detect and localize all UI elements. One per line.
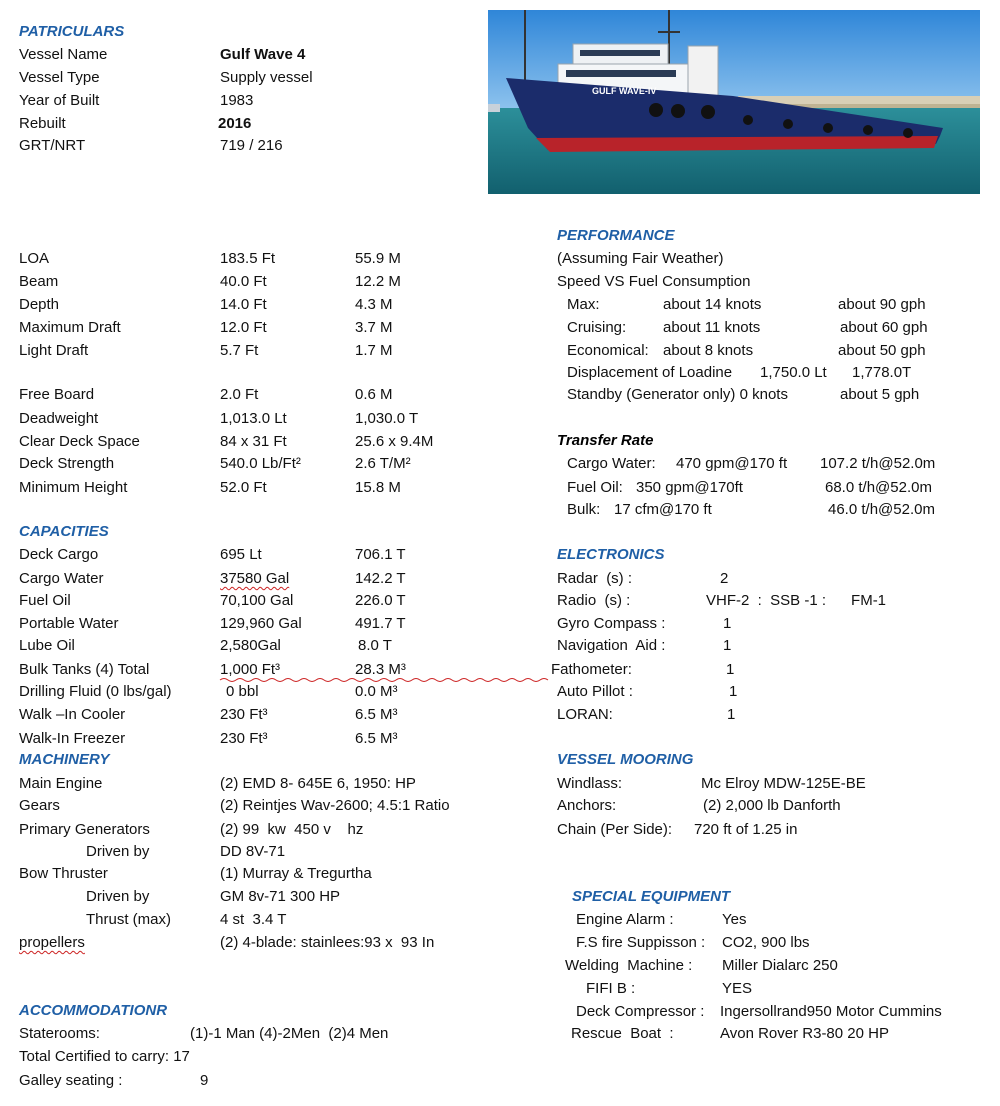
cargo-water-label: Cargo Water bbox=[19, 570, 104, 587]
perf-cruising-speed: about 11 knots bbox=[663, 319, 761, 336]
fathometer-label: Fathometer: bbox=[551, 661, 632, 678]
transfer-heading: Transfer Rate bbox=[557, 432, 654, 449]
fuel-oil-v2: 226.0 T bbox=[355, 592, 406, 609]
depth-label: Depth bbox=[19, 296, 60, 313]
staterooms-label: Staterooms: bbox=[19, 1025, 100, 1042]
walk-in-cooler-label: Walk –In Cooler bbox=[19, 706, 126, 723]
galley-seating-value: 9 bbox=[200, 1072, 209, 1089]
vessel-type-value: Supply vessel bbox=[220, 69, 313, 86]
fire-suppression-value: CO2, 900 lbs bbox=[722, 934, 810, 951]
fire-suppression-label: F.S fire Suppisson : bbox=[576, 934, 706, 951]
drilling-fluid-v1: 0 bbl bbox=[226, 683, 259, 700]
engine-alarm-label: Engine Alarm : bbox=[576, 911, 674, 928]
auto-pilot-value: 1 bbox=[729, 683, 738, 700]
rebuilt-label: Rebuilt bbox=[19, 115, 66, 132]
perf-max-speed: about 14 knots bbox=[663, 296, 762, 313]
clear-deck-m: 25.6 x 9.4M bbox=[355, 433, 434, 450]
clear-deck-label: Clear Deck Space bbox=[19, 433, 140, 450]
rescue-boat-value: Avon Rover R3-80 20 HP bbox=[720, 1025, 889, 1042]
light-draft-label: Light Draft bbox=[19, 342, 89, 359]
loran-value: 1 bbox=[727, 706, 736, 723]
propellers-value: (2) 4-blade: stainlees:93 x 93 In bbox=[220, 934, 435, 951]
windlass-value: Mc Elroy MDW-125E-BE bbox=[701, 775, 866, 792]
engine-alarm-value: Yes bbox=[722, 911, 747, 928]
total-certified: Total Certified to carry: 17 bbox=[19, 1048, 190, 1065]
bulk-tanks-label: Bulk Tanks (4) Total bbox=[19, 661, 150, 678]
perf-max-label: Max: bbox=[567, 296, 600, 313]
walk-in-cooler-v2: 6.5 M³ bbox=[355, 706, 398, 723]
walk-in-cooler-v1: 230 Ft³ bbox=[220, 706, 268, 723]
free-board-label: Free Board bbox=[19, 386, 95, 403]
gears-value: (2) Reintjes Wav-2600; 4.5:1 Ratio bbox=[220, 797, 450, 814]
perf-max-fuel: about 90 gph bbox=[838, 296, 926, 313]
max-draft-m: 3.7 M bbox=[355, 319, 393, 336]
fifi-value: YES bbox=[722, 980, 753, 997]
grt-nrt-value: 719 / 216 bbox=[220, 137, 283, 154]
windlass-label: Windlass: bbox=[557, 775, 623, 792]
deck-strength-imperial: 540.0 Lb/Ft² bbox=[220, 455, 301, 472]
displacement-lt: 1,750.0 Lt bbox=[760, 364, 827, 381]
performance-subtitle: Speed VS Fuel Consumption bbox=[557, 273, 751, 290]
thruster-driven-by-value: GM 8v-71 300 HP bbox=[220, 888, 341, 905]
perf-cruising-label: Cruising: bbox=[567, 319, 627, 336]
capacities-heading: CAPACITIES bbox=[19, 523, 109, 540]
min-height-label: Minimum Height bbox=[19, 479, 128, 496]
free-board-m: 0.6 M bbox=[355, 386, 393, 403]
cargo-water-v1: 37580 Gal bbox=[220, 570, 290, 587]
chain-value: 720 ft of 1.25 in bbox=[694, 821, 798, 838]
portable-water-v2: 491.7 T bbox=[355, 615, 406, 632]
max-draft-label: Maximum Draft bbox=[19, 319, 121, 336]
transfer-fuel-oil-label: Fuel Oil: bbox=[567, 479, 623, 496]
vessel-photo bbox=[488, 10, 980, 194]
lube-oil-v1: 2,580Gal bbox=[220, 637, 281, 654]
deck-cargo-v1: 695 Lt bbox=[220, 546, 262, 563]
beam-label: Beam bbox=[19, 273, 59, 290]
radar-value: 2 bbox=[720, 570, 729, 587]
rescue-boat-label: Rescue Boat : bbox=[571, 1025, 674, 1042]
electronics-heading: ELECTRONICS bbox=[557, 546, 665, 563]
bow-thruster-label: Bow Thruster bbox=[19, 865, 108, 882]
special-heading: SPECIAL EQUIPMENT bbox=[572, 888, 731, 905]
perf-economical-fuel: about 50 gph bbox=[838, 342, 926, 359]
gyro-compass-value: 1 bbox=[723, 615, 732, 632]
perf-cruising-fuel: about 60 gph bbox=[840, 319, 928, 336]
free-board-ft: 2.0 Ft bbox=[220, 386, 259, 403]
gears-label: Gears bbox=[19, 797, 60, 814]
performance-heading: PERFORMANCE bbox=[557, 227, 675, 244]
deadweight-label: Deadweight bbox=[19, 410, 99, 427]
bow-thruster-value: (1) Murray & Tregurtha bbox=[220, 865, 372, 882]
drilling-fluid-v2: 0.0 M³ bbox=[355, 683, 398, 700]
generators-driven-by-value: DD 8V-71 bbox=[220, 843, 286, 860]
displacement-t: 1,778.0T bbox=[852, 364, 912, 381]
anchors-value: (2) 2,000 lb Danforth bbox=[703, 797, 841, 814]
loa-label: LOA bbox=[19, 250, 50, 267]
deck-strength-metric: 2.6 T/M² bbox=[355, 455, 411, 472]
cargo-water-v2: 142.2 T bbox=[355, 570, 406, 587]
radar-label: Radar (s) : bbox=[557, 570, 633, 587]
mooring-heading: VESSEL MOORING bbox=[557, 751, 694, 768]
thrust-max-label: Thrust (max) bbox=[86, 911, 172, 928]
auto-pilot-label: Auto Pillot : bbox=[557, 683, 633, 700]
deck-cargo-label: Deck Cargo bbox=[19, 546, 99, 563]
year-built-value: 1983 bbox=[220, 92, 254, 109]
radio-label: Radio (s) : bbox=[557, 592, 631, 609]
deck-compressor-value: Ingersollrand950 Motor Cummins bbox=[720, 1003, 942, 1020]
chain-label: Chain (Per Side): bbox=[557, 821, 673, 838]
deck-cargo-v2: 706.1 T bbox=[355, 546, 406, 563]
standby-fuel: about 5 gph bbox=[840, 386, 920, 403]
transfer-bulk-metric: 46.0 t/h@52.0m bbox=[828, 501, 935, 518]
perf-economical-label: Economical: bbox=[567, 342, 649, 359]
deck-strength-label: Deck Strength bbox=[19, 455, 115, 472]
rebuilt-value: 2016 bbox=[218, 115, 252, 132]
deadweight-t: 1,030.0 T bbox=[355, 410, 419, 427]
transfer-fuel-oil-metric: 68.0 t/h@52.0m bbox=[825, 479, 932, 496]
radio-value: VHF-2 : SSB -1 : FM-1 bbox=[706, 592, 887, 609]
grt-nrt-label: GRT/NRT bbox=[19, 137, 86, 154]
transfer-bulk-rate: 17 cfm@170 ft bbox=[614, 501, 712, 518]
clear-deck-ft: 84 x 31 Ft bbox=[220, 433, 287, 450]
drilling-fluid-label: Drilling Fluid (0 lbs/gal) bbox=[19, 683, 172, 700]
galley-seating-label: Galley seating : bbox=[19, 1072, 123, 1089]
light-draft-ft: 5.7 Ft bbox=[220, 342, 259, 359]
portable-water-v1: 129,960 Gal bbox=[220, 615, 302, 632]
primary-generators-value: (2) 99 kw 450 v hz bbox=[220, 821, 364, 838]
walk-in-freezer-label: Walk-In Freezer bbox=[19, 730, 126, 747]
light-draft-m: 1.7 M bbox=[355, 342, 393, 359]
vessel-type-label: Vessel Type bbox=[19, 69, 100, 86]
bulk-tanks-v1: 1,000 Ft³ bbox=[220, 661, 281, 678]
standby-label: Standby (Generator only) 0 knots bbox=[567, 386, 788, 403]
fuel-oil-label: Fuel Oil bbox=[19, 592, 71, 609]
walk-in-freezer-v1: 230 Ft³ bbox=[220, 730, 268, 747]
welding-machine-label: Welding Machine : bbox=[565, 957, 693, 974]
generators-driven-by-label: Driven by bbox=[86, 843, 150, 860]
thrust-max-value: 4 st 3.4 T bbox=[220, 911, 287, 928]
staterooms-value: (1)-1 Man (4)-2Men (2)4 Men bbox=[190, 1025, 389, 1042]
bulk-tanks-v2: 28.3 M³ bbox=[355, 661, 406, 678]
anchors-label: Anchors: bbox=[557, 797, 617, 814]
transfer-fuel-oil-rate: 350 gpm@170ft bbox=[636, 479, 743, 496]
beam-m: 12.2 M bbox=[355, 273, 401, 290]
main-engine-value: (2) EMD 8- 645E 6, 1950: HP bbox=[220, 775, 416, 792]
loa-m: 55.9 M bbox=[355, 250, 401, 267]
performance-note: (Assuming Fair Weather) bbox=[557, 250, 724, 267]
transfer-bulk-label: Bulk: bbox=[567, 501, 601, 518]
lube-oil-label: Lube Oil bbox=[19, 637, 75, 654]
loran-label: LORAN: bbox=[557, 706, 613, 723]
fuel-oil-v1: 70,100 Gal bbox=[220, 592, 294, 609]
depth-ft: 14.0 Ft bbox=[220, 296, 267, 313]
max-draft-ft: 12.0 Ft bbox=[220, 319, 267, 336]
loa-ft: 183.5 Ft bbox=[220, 250, 276, 267]
lube-oil-v2: 8.0 T bbox=[358, 637, 392, 654]
beam-ft: 40.0 Ft bbox=[220, 273, 267, 290]
transfer-cargo-water-metric: 107.2 t/h@52.0m bbox=[820, 455, 936, 472]
portable-water-label: Portable Water bbox=[19, 615, 119, 632]
min-height-ft: 52.0 Ft bbox=[220, 479, 267, 496]
main-engine-label: Main Engine bbox=[19, 775, 103, 792]
gyro-compass-label: Gyro Compass : bbox=[557, 615, 666, 632]
deadweight-lt: 1,013.0 Lt bbox=[220, 410, 287, 427]
min-height-m: 15.8 M bbox=[355, 479, 401, 496]
year-built-label: Year of Built bbox=[19, 92, 100, 109]
vessel-name-value: Gulf Wave 4 bbox=[220, 46, 306, 63]
deck-compressor-label: Deck Compressor : bbox=[576, 1003, 705, 1020]
machinery-heading: MACHINERY bbox=[19, 751, 110, 768]
fathometer-value: 1 bbox=[726, 661, 735, 678]
navigation-aid-value: 1 bbox=[723, 637, 732, 654]
navigation-aid-label: Navigation Aid : bbox=[557, 637, 666, 654]
transfer-cargo-water-label: Cargo Water: bbox=[567, 455, 656, 472]
welding-machine-value: Miller Dialarc 250 bbox=[722, 957, 838, 974]
transfer-cargo-water-rate: 470 gpm@170 ft bbox=[676, 455, 788, 472]
depth-m: 4.3 M bbox=[355, 296, 393, 313]
displacement-label: Displacement of Loadine bbox=[567, 364, 733, 381]
accommodation-heading: ACCOMMODATIONR bbox=[19, 1002, 168, 1019]
walk-in-freezer-v2: 6.5 M³ bbox=[355, 730, 398, 747]
thruster-driven-by-label: Driven by bbox=[86, 888, 150, 905]
particulars-heading: PATRICULARS bbox=[19, 23, 125, 40]
fifi-label: FIFI B : bbox=[586, 980, 636, 997]
vessel-name-label: Vessel Name bbox=[19, 46, 108, 63]
propellers-label: propellers bbox=[19, 934, 85, 951]
hull-name-text: GULF WAVE-IV bbox=[592, 86, 657, 96]
perf-economical-speed: about 8 knots bbox=[663, 342, 754, 359]
primary-generators-label: Primary Generators bbox=[19, 821, 150, 838]
